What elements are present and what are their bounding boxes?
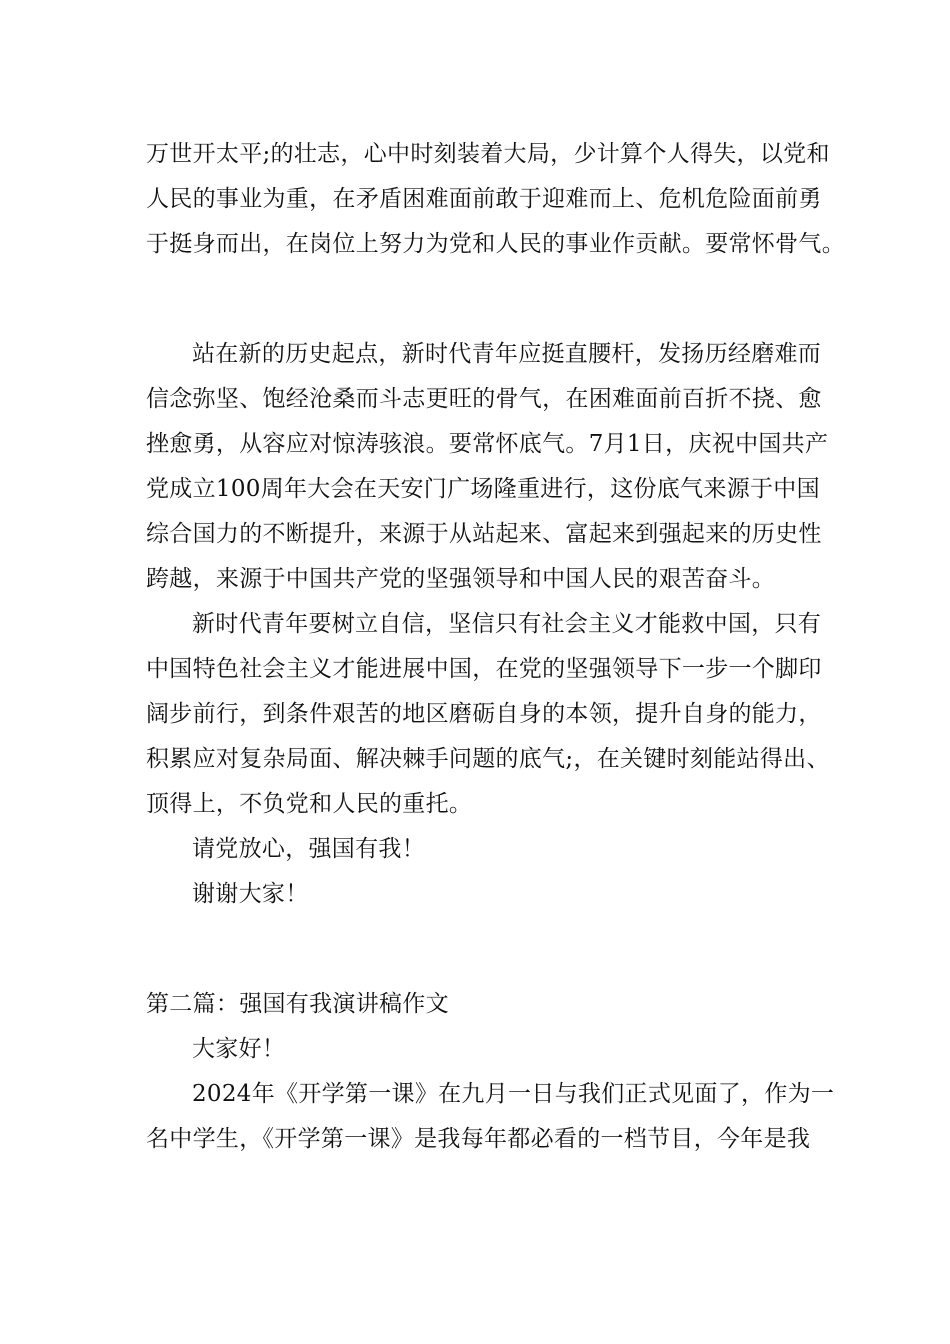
closing-line: 请党放心，强国有我！ bbox=[192, 836, 425, 862]
body-line: 信念弥坚、饱经沧桑而斗志更旺的骨气，在困难面前百折不挠、愈 bbox=[146, 386, 822, 412]
body-line: 顶得上，不负党和人民的重托。 bbox=[146, 791, 473, 817]
body-line: 综合国力的不断提升，来源于从站起来、富起来到强起来的历史性 bbox=[146, 521, 822, 547]
body-line: 名中学生，《开学第一课》是我每年都必看的一档节目，今年是我 bbox=[146, 1126, 811, 1152]
paragraph-start-line: 2024年《开学第一课》在九月一日与我们正式见面了，作为一 bbox=[192, 1081, 835, 1107]
body-line: 跨越，来源于中国共产党的坚强领导和中国人民的艰苦奋斗。 bbox=[146, 566, 776, 592]
paragraph-start-line: 站在新的历史起点，新时代青年应挺直腰杆，发扬历经磨难而 bbox=[192, 341, 822, 367]
body-line: 党成立100周年大会在天安门广场隆重进行，这份底气来源于中国 bbox=[146, 476, 820, 502]
greeting-line: 大家好！ bbox=[192, 1036, 286, 1062]
body-line: 于挺身而出，在岗位上努力为党和人民的事业作贡献。要常怀骨气。 bbox=[146, 231, 845, 257]
body-line: 挫愈勇，从容应对惊涛骇浪。要常怀底气。7月1日，庆祝中国共产 bbox=[146, 431, 829, 457]
section-heading: 第二篇：强国有我演讲稿作文 bbox=[146, 991, 449, 1017]
body-line: 中国特色社会主义才能进展中国，在党的坚强领导下一步一个脚印 bbox=[146, 656, 822, 682]
paragraph-start-line: 新时代青年要树立自信，坚信只有社会主义才能救中国，只有 bbox=[192, 611, 822, 637]
body-line: 万世开太平;的壮志，心中时刻装着大局，少计算个人得失，以党和 bbox=[146, 141, 830, 167]
closing-line: 谢谢大家！ bbox=[192, 881, 309, 907]
body-line: 积累应对复杂局面、解决棘手问题的底气;，在关键时刻能站得出、 bbox=[146, 746, 830, 772]
body-line: 人民的事业为重，在矛盾困难面前敢于迎难而上、危机危险面前勇 bbox=[146, 186, 822, 212]
body-line: 阔步前行，到条件艰苦的地区磨砺自身的本领，提升自身的能力， bbox=[146, 701, 822, 727]
